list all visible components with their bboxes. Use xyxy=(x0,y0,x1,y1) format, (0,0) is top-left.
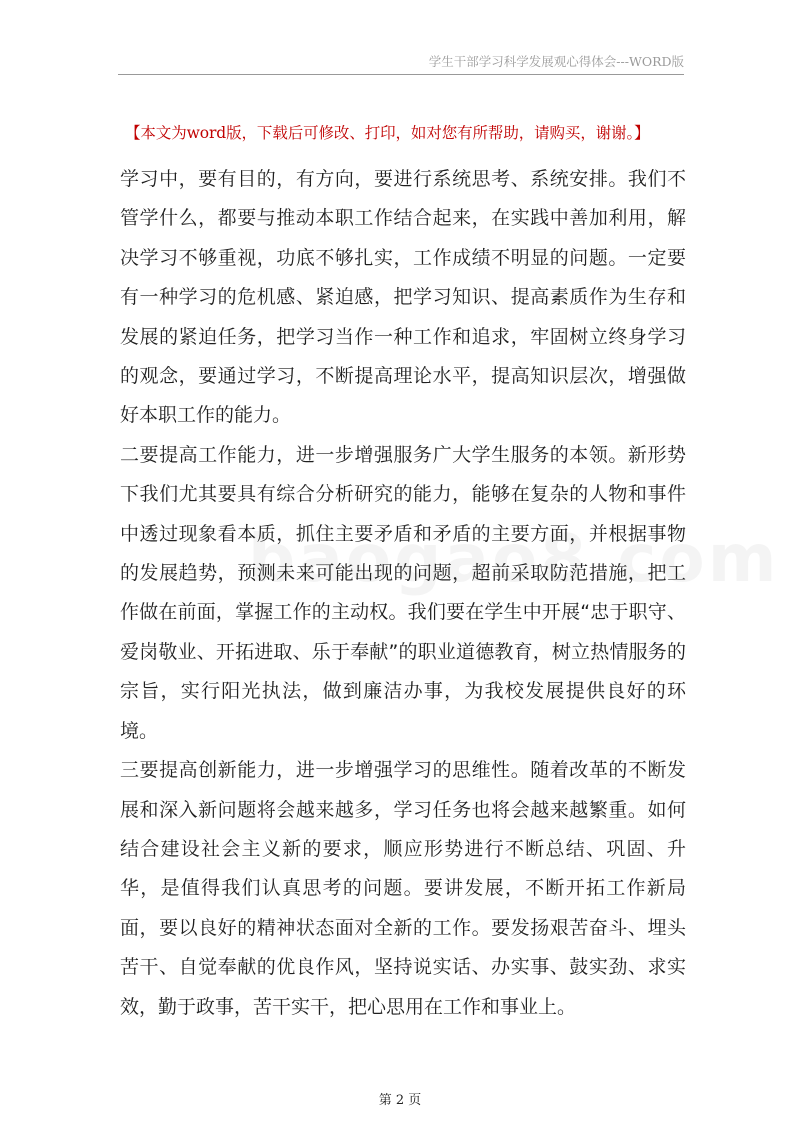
purchase-notice: 【本文为word版，下载后可修改、打印，如对您有所帮助，请购买，谢谢。】 xyxy=(125,124,650,142)
paragraph-2: 二要提高工作能力，进一步增强服务广大学生服务的本领。新形势下我们尤其要具有综合分析研究的能力，能够在复杂的人物和事件中透过现象看本质，抓住主要矛盾和矛盾的主要方面，并根据事物的发展趋势，预测未来可能出现的问题，超前采取防范措施，把工作做在前面，掌握工作的主动权。我们要在学生中开展“忠于职守、爱岗敬业、开拓进取、乐于奉献”的职业道德教育，树立热情服务的宗旨，实行阳光执法，做到廉洁办事，为我校发展提供良好的环境。 xyxy=(120,443,686,742)
page-number: 第 2 页 xyxy=(378,1093,422,1108)
header-divider xyxy=(118,74,684,75)
page-header-title: 学生干部学习科学发展观心得体会---WORD版 xyxy=(428,54,684,69)
paragraph-1: 学习中，要有目的，有方向，要进行系统思考、系统安排。我们不管学什么，都要与推动本职工作结合起来，在实践中善加利用，解决学习不够重视，功底不够扎实，工作成绩不明显的问题。一定要有一种学习的危机感、紧迫感，把学习知识、提高素质作为生存和发展的紧迫任务，把学习当作一种工作和追求，牢固树立终身学习的观念，要通过学习，不断提高理论水平，提高知识层次，增强做好本职工作的能力。 xyxy=(120,168,686,427)
paragraph-3: 三要提高创新能力，进一步增强学习的思维性。随着改革的不断发展和深入新问题将会越来越多，学习任务也将会越来越繁重。如何结合建设社会主义新的要求，顺应形势进行不断总结、巩固、升华，是值得我们认真思考的问题。要讲发展，不断开拓工作新局面，要以良好的精神状态面对全新的工作。要发扬艰苦奋斗、埋头苦干、自觉奉献的优良作风，坚持说实话、办实事、鼓实劲、求实效，勤于政事，苦干实干，把心思用在工作和事业上。 xyxy=(120,759,686,1018)
document-body xyxy=(120,160,686,1027)
